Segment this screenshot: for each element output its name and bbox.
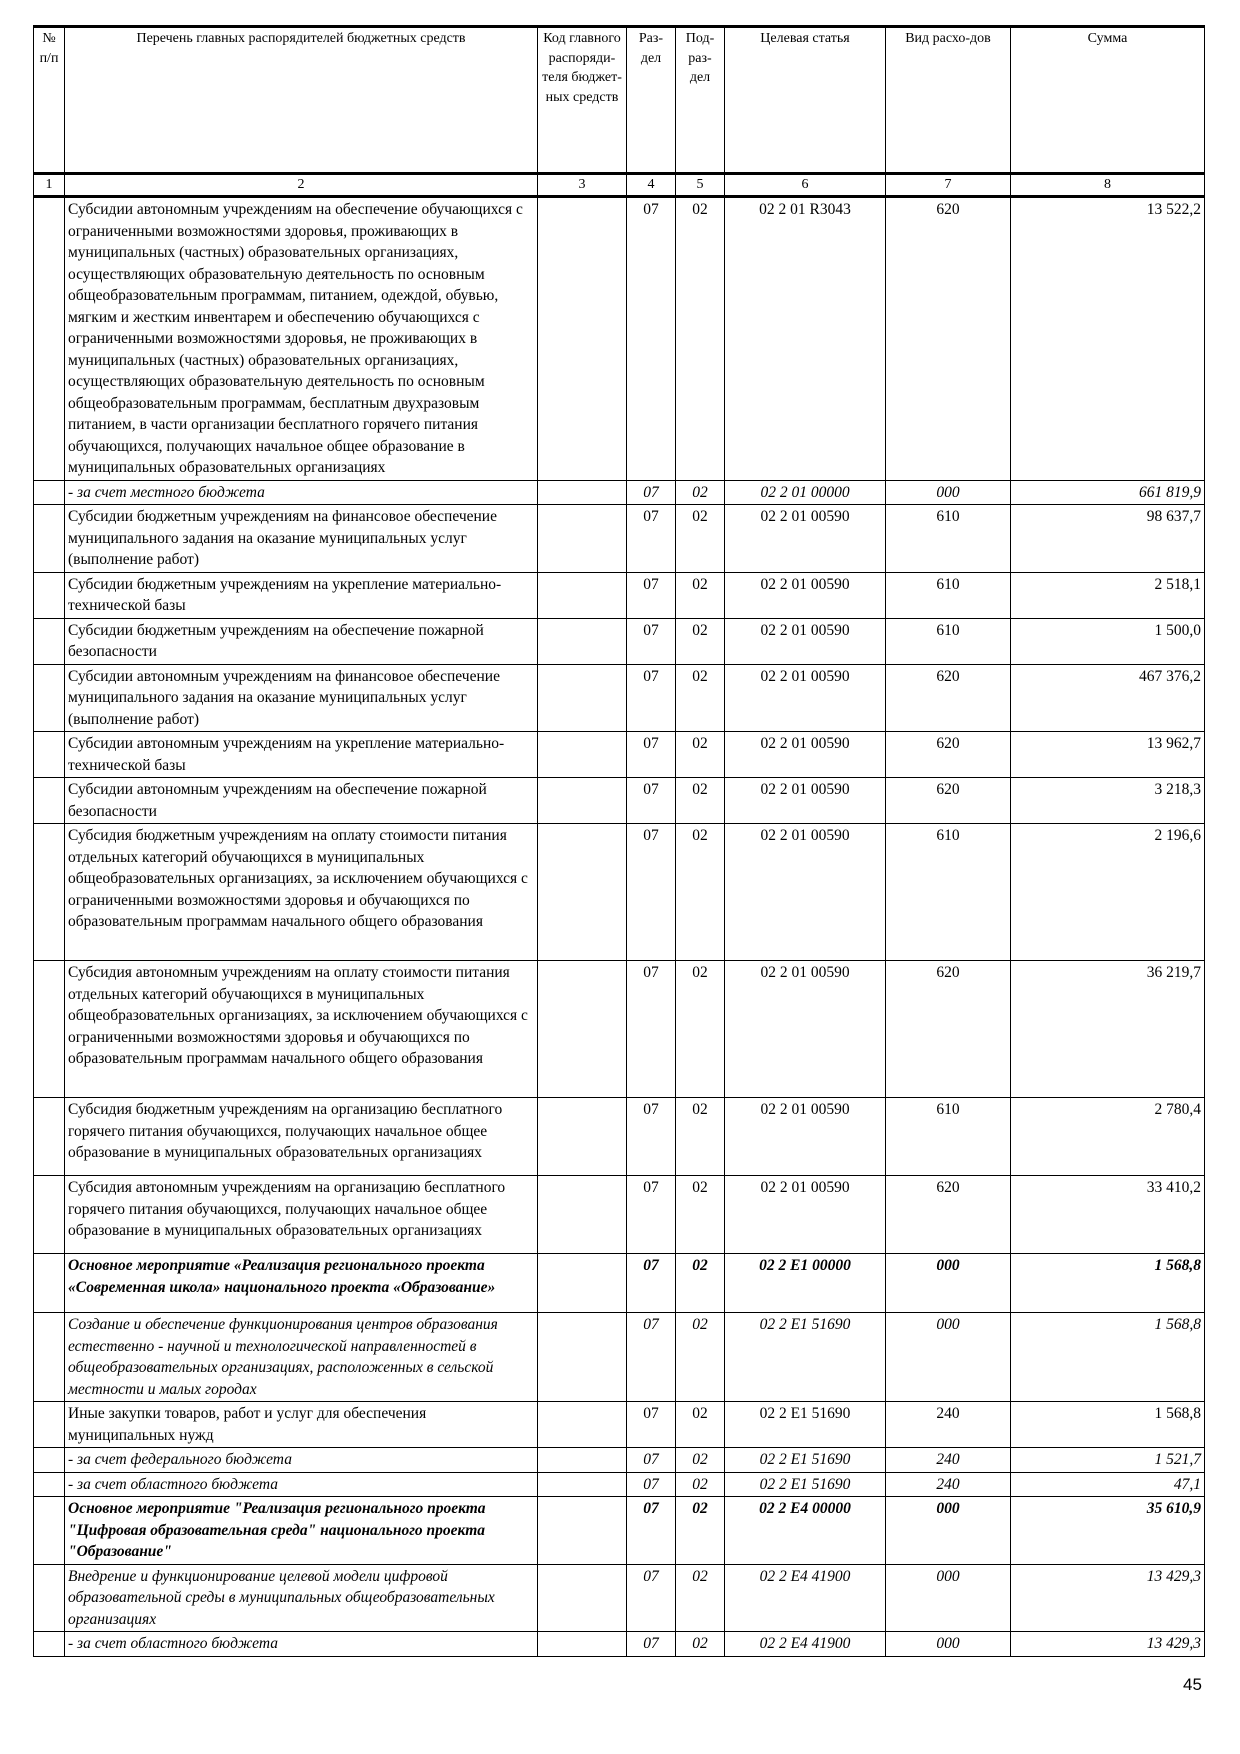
- row-target: 02 2 01 00590: [725, 732, 886, 778]
- row-name: Создание и обеспечение функционирования центров образования естественно - научной и технологической направленностей в общеобразовательных организациях, расположенных в сельской местности и малых городах: [65, 1313, 538, 1402]
- row-kind: 620: [886, 1176, 1011, 1254]
- row-section: 07: [627, 732, 676, 778]
- row-kind: 620: [886, 778, 1011, 824]
- row-code: [538, 1402, 627, 1448]
- row-target: 02 2 E1 51690: [725, 1313, 886, 1402]
- row-name: Субсидии автономным учреждениям на обеспечение обучающихся с ограниченными возможностями здоровья, проживающих в муниципальных (частных) образовательных организациях, осуществляющих образовательную деятельность по основным общеобразовательным программам, питанием, одеждой, обувью, мягким и жестким инвентарем и обеспечению обучающихся с ограниченными возможностями здоровья, не проживающих в муниципальных (частных) образовательных организациях, осуществляющих образовательную деятельность по основным общеобразовательным программам, бесплатным двухразовым питанием, в части организации бесплатного горячего питания обучающихся, получающих начальное общее образование в муниципальных образовательных организациях: [65, 197, 538, 481]
- row-target: 02 2 01 00590: [725, 961, 886, 1098]
- row-kind: 620: [886, 197, 1011, 481]
- column-number: 3: [538, 174, 627, 197]
- row-section: 07: [627, 1254, 676, 1313]
- row-code: [538, 505, 627, 573]
- row-name: - за счет федерального бюджета: [65, 1448, 538, 1473]
- row-section: 07: [627, 1632, 676, 1657]
- row-code: [538, 961, 627, 1098]
- table-row: [34, 664, 1205, 732]
- column-number: 2: [65, 174, 538, 197]
- row-number-cell: [34, 1098, 65, 1176]
- column-number: 6: [725, 174, 886, 197]
- table-row: [34, 824, 1205, 961]
- row-number-cell: [34, 732, 65, 778]
- row-kind: 610: [886, 618, 1011, 664]
- row-number-cell: [34, 1254, 65, 1313]
- row-target: 02 2 01 00590: [725, 1176, 886, 1254]
- row-section: 07: [627, 1564, 676, 1632]
- row-name: Субсидия бюджетным учреждениям на оплату стоимости питания отдельных категорий обучающихся в муниципальных общеобразовательных организациях, за исключением обучающихся с ограниченными возможностями здоровья и обучающихся по образовательным программам начального общего образования: [65, 824, 538, 961]
- header-kind: Вид расхо-дов: [886, 27, 1011, 174]
- row-subsection: 02: [676, 618, 725, 664]
- row-sum: 33 410,2: [1011, 1176, 1205, 1254]
- row-code: [538, 1313, 627, 1402]
- row-target: 02 2 01 00590: [725, 824, 886, 961]
- row-code: [538, 732, 627, 778]
- row-sum: 13 429,3: [1011, 1632, 1205, 1657]
- row-subsection: 02: [676, 1098, 725, 1176]
- row-sum: 36 219,7: [1011, 961, 1205, 1098]
- row-subsection: 02: [676, 505, 725, 573]
- row-number-cell: [34, 505, 65, 573]
- row-number-cell: [34, 961, 65, 1098]
- row-name: - за счет местного бюджета: [65, 480, 538, 505]
- row-name: Субсидии автономным учреждениям на финансовое обеспечение муниципального задания на оказание муниципальных услуг (выполнение работ): [65, 664, 538, 732]
- table-row: [34, 1176, 1205, 1254]
- row-target: 02 2 01 00590: [725, 572, 886, 618]
- row-target: 02 2 E4 41900: [725, 1632, 886, 1657]
- row-kind: 610: [886, 1098, 1011, 1176]
- column-number: 4: [627, 174, 676, 197]
- row-number-cell: [34, 824, 65, 961]
- row-number-cell: [34, 778, 65, 824]
- row-kind: 000: [886, 1632, 1011, 1657]
- row-target: 02 2 01 00590: [725, 778, 886, 824]
- row-sum: 3 218,3: [1011, 778, 1205, 824]
- row-kind: 000: [886, 1564, 1011, 1632]
- header-section: Раз-дел: [627, 27, 676, 174]
- row-subsection: 02: [676, 824, 725, 961]
- table-row: [34, 1564, 1205, 1632]
- row-kind: 240: [886, 1448, 1011, 1473]
- row-name: Основное мероприятие "Реализация регионального проекта "Цифровая образовательная среда" национального проекта "Образование": [65, 1497, 538, 1565]
- table-row: [34, 1448, 1205, 1473]
- table-row: [34, 1098, 1205, 1176]
- row-subsection: 02: [676, 1632, 725, 1657]
- row-sum: 13 429,3: [1011, 1564, 1205, 1632]
- row-sum: 35 610,9: [1011, 1497, 1205, 1565]
- header-name: Перечень главных распорядителей бюджетных средств: [65, 27, 538, 174]
- row-subsection: 02: [676, 1254, 725, 1313]
- row-kind: 610: [886, 824, 1011, 961]
- row-number-cell: [34, 664, 65, 732]
- table-row: [34, 1497, 1205, 1565]
- row-target: 02 2 01 00590: [725, 618, 886, 664]
- table-row: [34, 1254, 1205, 1313]
- header-target: Целевая статья: [725, 27, 886, 174]
- row-section: 07: [627, 961, 676, 1098]
- row-code: [538, 572, 627, 618]
- row-section: 07: [627, 618, 676, 664]
- row-subsection: 02: [676, 572, 725, 618]
- table-row: [34, 505, 1205, 573]
- table-row: [34, 1313, 1205, 1402]
- row-code: [538, 1564, 627, 1632]
- row-target: 02 2 01 00590: [725, 505, 886, 573]
- row-code: [538, 1098, 627, 1176]
- row-kind: 240: [886, 1472, 1011, 1497]
- row-subsection: 02: [676, 1564, 725, 1632]
- header-sum: Сумма: [1011, 27, 1205, 174]
- table-row: [34, 572, 1205, 618]
- row-sum: 467 376,2: [1011, 664, 1205, 732]
- row-sum: 1 568,8: [1011, 1254, 1205, 1313]
- row-section: 07: [627, 1472, 676, 1497]
- row-kind: 620: [886, 961, 1011, 1098]
- row-code: [538, 824, 627, 961]
- table-row: [34, 1472, 1205, 1497]
- row-section: 07: [627, 197, 676, 481]
- table-row: [34, 1632, 1205, 1657]
- table-row: [34, 732, 1205, 778]
- row-number-cell: [34, 618, 65, 664]
- row-subsection: 02: [676, 1448, 725, 1473]
- column-number: 1: [34, 174, 65, 197]
- row-subsection: 02: [676, 480, 725, 505]
- row-number-cell: [34, 1313, 65, 1402]
- row-kind: 610: [886, 572, 1011, 618]
- row-subsection: 02: [676, 1313, 725, 1402]
- row-number-cell: [34, 1632, 65, 1657]
- row-number-cell: [34, 197, 65, 481]
- header-code: Код главного распоряди-теля бюджет-ных средств: [538, 27, 627, 174]
- row-kind: 610: [886, 505, 1011, 573]
- header-subsection: Под-раз-дел: [676, 27, 725, 174]
- row-subsection: 02: [676, 1176, 725, 1254]
- row-sum: 13 522,2: [1011, 197, 1205, 481]
- row-section: 07: [627, 1497, 676, 1565]
- column-number: 5: [676, 174, 725, 197]
- row-section: 07: [627, 1448, 676, 1473]
- row-name: Иные закупки товаров, работ и услуг для обеспечения муниципальных нужд: [65, 1402, 538, 1448]
- row-number-cell: [34, 1564, 65, 1632]
- row-name: Субсидии бюджетным учреждениям на обеспечение пожарной безопасности: [65, 618, 538, 664]
- row-section: 07: [627, 1402, 676, 1448]
- header-number: № п/п: [34, 27, 65, 174]
- row-number-cell: [34, 480, 65, 505]
- budget-table: [33, 25, 1205, 1657]
- row-section: 07: [627, 824, 676, 961]
- column-number: 8: [1011, 174, 1205, 197]
- row-section: 07: [627, 572, 676, 618]
- row-number-cell: [34, 1448, 65, 1473]
- table-row: [34, 961, 1205, 1098]
- row-name: Субсидии бюджетным учреждениям на укрепление материально-технической базы: [65, 572, 538, 618]
- row-target: 02 2 E1 51690: [725, 1448, 886, 1473]
- row-number-cell: [34, 1497, 65, 1565]
- row-kind: 240: [886, 1402, 1011, 1448]
- row-name: Внедрение и функционирование целевой модели цифровой образовательной среды в муниципальных общеобразовательных организациях: [65, 1564, 538, 1632]
- row-subsection: 02: [676, 1497, 725, 1565]
- row-name: Основное мероприятие «Реализация регионального проекта «Современная школа» национального проекта «Образование»: [65, 1254, 538, 1313]
- table-row: [34, 480, 1205, 505]
- row-code: [538, 1632, 627, 1657]
- row-kind: 000: [886, 1254, 1011, 1313]
- row-kind: 000: [886, 1313, 1011, 1402]
- row-section: 07: [627, 1098, 676, 1176]
- row-sum: 47,1: [1011, 1472, 1205, 1497]
- row-name: - за счет областного бюджета: [65, 1632, 538, 1657]
- row-sum: 1 568,8: [1011, 1313, 1205, 1402]
- row-sum: 2 196,6: [1011, 824, 1205, 961]
- row-code: [538, 1472, 627, 1497]
- row-number-cell: [34, 1176, 65, 1254]
- row-target: 02 2 E1 00000: [725, 1254, 886, 1313]
- row-code: [538, 1497, 627, 1565]
- row-kind: 000: [886, 1497, 1011, 1565]
- row-code: [538, 1254, 627, 1313]
- row-code: [538, 664, 627, 732]
- row-target: 02 2 01 00590: [725, 1098, 886, 1176]
- row-name: Субсидии автономным учреждениям на обеспечение пожарной безопасности: [65, 778, 538, 824]
- row-subsection: 02: [676, 778, 725, 824]
- row-sum: 98 637,7: [1011, 505, 1205, 573]
- row-section: 07: [627, 480, 676, 505]
- row-target: 02 2 E1 51690: [725, 1472, 886, 1497]
- header-row: [34, 27, 1205, 174]
- row-sum: 1 500,0: [1011, 618, 1205, 664]
- row-name: - за счет областного бюджета: [65, 1472, 538, 1497]
- row-subsection: 02: [676, 961, 725, 1098]
- row-code: [538, 1176, 627, 1254]
- row-target: 02 2 01 R3043: [725, 197, 886, 481]
- row-sum: 2 518,1: [1011, 572, 1205, 618]
- row-kind: 000: [886, 480, 1011, 505]
- row-name: Субсидия бюджетным учреждениям на организацию бесплатного горячего питания обучающихся, получающих начальное общее образование в муниципальных образовательных организациях: [65, 1098, 538, 1176]
- row-section: 07: [627, 664, 676, 732]
- row-target: 02 2 E4 00000: [725, 1497, 886, 1565]
- row-subsection: 02: [676, 1402, 725, 1448]
- row-sum: 661 819,9: [1011, 480, 1205, 505]
- row-number-cell: [34, 1472, 65, 1497]
- row-subsection: 02: [676, 732, 725, 778]
- row-sum: 13 962,7: [1011, 732, 1205, 778]
- row-subsection: 02: [676, 1472, 725, 1497]
- row-name: Субсидии бюджетным учреждениям на финансовое обеспечение муниципального задания на оказание муниципальных услуг (выполнение работ): [65, 505, 538, 573]
- row-target: 02 2 E1 51690: [725, 1402, 886, 1448]
- column-number-row: [34, 174, 1205, 197]
- page-number: 45: [1183, 1675, 1202, 1694]
- row-target: 02 2 E4 41900: [725, 1564, 886, 1632]
- row-code: [538, 1448, 627, 1473]
- row-name: Субсидия автономным учреждениям на организацию бесплатного горячего питания обучающихся, получающих начальное общее образование в муниципальных образовательных организациях: [65, 1176, 538, 1254]
- row-section: 07: [627, 505, 676, 573]
- row-code: [538, 778, 627, 824]
- row-code: [538, 618, 627, 664]
- row-number-cell: [34, 1402, 65, 1448]
- row-sum: 1 521,7: [1011, 1448, 1205, 1473]
- row-subsection: 02: [676, 664, 725, 732]
- table-row: [34, 618, 1205, 664]
- table-row: [34, 197, 1205, 481]
- row-section: 07: [627, 1313, 676, 1402]
- column-number: 7: [886, 174, 1011, 197]
- row-target: 02 2 01 00000: [725, 480, 886, 505]
- row-section: 07: [627, 1176, 676, 1254]
- row-number-cell: [34, 572, 65, 618]
- table-row: [34, 778, 1205, 824]
- row-sum: 1 568,8: [1011, 1402, 1205, 1448]
- row-name: Субсидии автономным учреждениям на укрепление материально-технической базы: [65, 732, 538, 778]
- row-sum: 2 780,4: [1011, 1098, 1205, 1176]
- row-kind: 620: [886, 732, 1011, 778]
- row-kind: 620: [886, 664, 1011, 732]
- table-row: [34, 1402, 1205, 1448]
- row-code: [538, 480, 627, 505]
- row-name: Субсидия автономным учреждениям на оплату стоимости питания отдельных категорий обучающихся в муниципальных общеобразовательных организациях, за исключением обучающихся с ограниченными возможностями здоровья и обучающихся по образовательным программам начального общего образования: [65, 961, 538, 1098]
- row-target: 02 2 01 00590: [725, 664, 886, 732]
- row-section: 07: [627, 778, 676, 824]
- row-subsection: 02: [676, 197, 725, 481]
- row-code: [538, 197, 627, 481]
